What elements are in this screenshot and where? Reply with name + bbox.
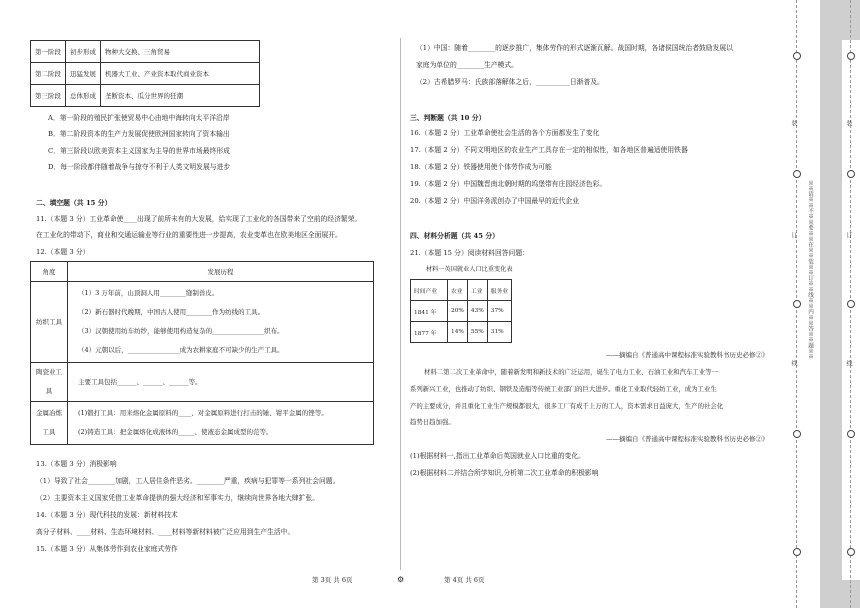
hole-circle-icon bbox=[793, 300, 801, 308]
dev-line: （3）汉朝使用纺车纺纱，能够使用构造复杂的________________织布。 bbox=[78, 327, 284, 335]
center-gear-icon: ⚙ bbox=[397, 575, 405, 584]
source-1: ——摘编自《普通高中课程标准实验教科书历史必修②》 bbox=[606, 351, 769, 359]
pop-cell: 14% bbox=[448, 322, 468, 343]
section-2-title: 二、填空题（共 15 分） bbox=[36, 199, 112, 207]
judge-q20: 20.（本题 2 分）中国洋务派创办了中国最早的近代企业 bbox=[410, 197, 579, 205]
population-table bbox=[410, 279, 512, 343]
dev-content bbox=[68, 363, 374, 402]
stage-cell: 第二阶段 bbox=[31, 63, 66, 85]
dev-line: 主要工具包括______、______、______等。 bbox=[78, 377, 202, 386]
pop-cell: 37% bbox=[487, 301, 511, 322]
dev-line: （2）新石器时代晚期，中国古人使用________作为纺线的工具。 bbox=[78, 308, 265, 316]
dev-head-history: 发展历程 bbox=[68, 262, 374, 282]
q13-item1: （1）导致了社会________加剧，工人居住条件恶劣。________严重，疾病与犯罪等一系列社会问题。 bbox=[36, 477, 340, 485]
q14-title: 14.（本题 3 分）现代科技的发展：新材料技术 bbox=[36, 511, 178, 519]
pop-cell: 43% bbox=[467, 301, 487, 322]
dev-row bbox=[31, 282, 374, 363]
page-footer-right: 第 4页 共 6页 bbox=[444, 576, 485, 584]
outer-label-3: 线 bbox=[845, 360, 852, 366]
dev-row bbox=[31, 402, 374, 445]
hole-circle-icon bbox=[793, 548, 801, 556]
stage-row bbox=[31, 85, 260, 107]
pop-head-row bbox=[411, 280, 512, 301]
option-a: A．第一阶段的殖民扩张使贸易中心由地中海转向太平洋沿岸 bbox=[48, 114, 230, 122]
judge-q18: 18.（本题 2 分）铁器使用使个体劳作成为可能 bbox=[410, 163, 552, 171]
left-page bbox=[30, 0, 390, 608]
stage-cell: 机器大工业、产业资本取代商业资本 bbox=[101, 63, 260, 85]
development-table bbox=[30, 261, 374, 445]
q13-title: 13.（本题 3 分）消极影响 bbox=[36, 460, 117, 468]
binding-notice: ※※请※※不※※要※※在※※装※※订※※线※※内※※答※※题※※ bbox=[807, 180, 813, 360]
q15-item1-line1: （1）中国：随着________的逐步推广，集体劳作的形式逐渐瓦解。战国时期，各诸侯国统治者鼓励发展以 bbox=[416, 44, 733, 52]
inner-label-3: 线 bbox=[790, 360, 797, 366]
stage-row bbox=[31, 41, 260, 63]
q12-title: 12.（本题 3 分） bbox=[36, 248, 90, 256]
stage-table bbox=[30, 40, 260, 107]
material-2-line3: 产的主要成分，并且重化工业生产规模都很大，很多工厂有成千上万的工人，资本需求日益庞大，生产的社会化 bbox=[410, 402, 724, 410]
dev-content bbox=[68, 282, 374, 363]
hole-circle-icon bbox=[847, 430, 855, 438]
source-2: ——摘编自《普通高中课程标准实验教科书历史必修②》 bbox=[606, 435, 769, 443]
inner-label-2: 订 bbox=[790, 232, 797, 238]
hole-circle-icon bbox=[847, 548, 855, 556]
q15-title: 15.（本题 3 分）从集体劳作到农业家庭式劳作 bbox=[36, 545, 178, 553]
hole-circle-icon bbox=[793, 170, 801, 178]
hole-circle-icon bbox=[793, 52, 801, 60]
material-2-line2: 系列新兴工业，也推动了纺织、钢铁及造船等传统工业部门的巨大进步。重化工业取代轻纺工业，成为工业生 bbox=[410, 385, 717, 393]
dev-category: 纺织工具 bbox=[31, 282, 68, 363]
q11-line1: 11.（本题 3 分）工业革命使____出现了前所未有的大发展，给实现了工业化的各国带来了空前的经济繁荣。 bbox=[36, 215, 362, 223]
right-page bbox=[410, 0, 780, 608]
ask-2: (2)根据材料二并结合所学知识,分析第二次工业革命的积极影响 bbox=[410, 469, 599, 477]
q21-title: 21.（本题 15 分）阅读材料回答问题： bbox=[410, 249, 529, 257]
dev-category: 陶瓷业工具 bbox=[31, 363, 68, 402]
dev-head-angle: 角度 bbox=[31, 262, 68, 282]
pop-cell: 20% bbox=[448, 301, 468, 322]
stage-cell: 初步形成 bbox=[66, 41, 101, 63]
dev-line: (1)锻打工具：用来熔化金属原料的____、对金属原料进行打击的锤、钳平金属的锉等。 bbox=[78, 409, 328, 417]
inner-label-1: 装 bbox=[790, 120, 797, 126]
stage-cell: 迅猛发展 bbox=[66, 63, 101, 85]
stage-cell: 总体形成 bbox=[66, 85, 101, 107]
q13-item2: （2）主要资本主义国家凭借工业革命提供的强大经济和军事实力，继续向世界各地大肆扩张。 bbox=[36, 494, 319, 502]
judge-q16: 16.（本题 2 分）工业革命使社会生活的各个方面都发生了变化 bbox=[410, 129, 600, 137]
pop-cell: 55% bbox=[467, 322, 487, 343]
pop-row bbox=[411, 322, 512, 343]
stage-cell: 第一阶段 bbox=[31, 41, 66, 63]
outer-label-2: 订 bbox=[845, 232, 852, 238]
option-b: B．第二阶段资本的生产力发展促使欧洲国家转向了资本输出 bbox=[48, 130, 230, 138]
hole-circle-icon bbox=[793, 430, 801, 438]
judge-q19: 19.（本题 2 分）中国魏晋南北朝时期的坞堡带有庄园经济色彩。 bbox=[410, 180, 607, 188]
material-2-line4: 趋势日趋加强。 bbox=[410, 418, 455, 426]
pop-cell: 服务业 bbox=[487, 280, 511, 301]
section-3-title: 三、判断题（共 10 分） bbox=[410, 114, 486, 122]
stage-cell: 垄断资本、瓜分世界的狂潮 bbox=[101, 85, 260, 107]
judge-q17: 17.（本题 2 分）不同文明地区的农业生产工具存在一定的相似性，如各地区普遍适使用铁器 bbox=[410, 146, 688, 154]
pop-row bbox=[411, 301, 512, 322]
hole-circle-icon bbox=[847, 300, 855, 308]
dev-content bbox=[68, 402, 374, 445]
dev-category: 金属冶炼工具 bbox=[31, 402, 68, 445]
option-c: C．第三阶段以欧美资本主义国家为主导的世界市场最终形成 bbox=[48, 147, 230, 155]
q15-item1-line2: 家庭为单位的________生产模式。 bbox=[416, 61, 518, 69]
pop-cell: 1877 年 bbox=[411, 322, 448, 343]
pop-cell: 农业 bbox=[448, 280, 468, 301]
dev-line: （4）元朝以后，________________成为农耕家庭不可缺少的生产工具。 bbox=[78, 346, 284, 354]
dev-line: (2)铸造工具：把金属熔化成液体的_____、使液态金属成型的范等。 bbox=[78, 428, 273, 436]
pop-cell: 工业 bbox=[467, 280, 487, 301]
pop-cell: 时间产业 bbox=[411, 280, 448, 301]
stage-cell: 物种大交换、三角贸易 bbox=[101, 41, 260, 63]
dev-row bbox=[31, 363, 374, 402]
stage-row bbox=[31, 63, 260, 85]
section-4-title: 四、材料分析题（共 45 分） bbox=[410, 232, 499, 240]
outer-label-1: 装 bbox=[845, 120, 852, 126]
page-footer-left: 第 3页 共 6页 bbox=[312, 576, 353, 584]
ask-1: (1)根据材料一,指出工业革命后英国就业人口比重的变化。 bbox=[410, 452, 585, 460]
material-2-line1: 材料二第二次工业革命中，随着新发明和新技术的广泛运用，诞生了电力工业、石油工业和汽车工业等一 bbox=[424, 368, 718, 376]
hole-circle-icon bbox=[847, 170, 855, 178]
option-d: D．每一阶段都伴随着战争与掠夺不利于人类文明发展与进步 bbox=[48, 163, 231, 171]
material-1-title: 材料一英国就业人口比重变化表 bbox=[426, 266, 513, 273]
pop-cell: 31% bbox=[487, 322, 511, 343]
page-divider bbox=[400, 38, 401, 570]
q11-line2: 在工业化的带动下，商业和交通运输业等行业的重要性进一步提高，农业变革也在欧美地区全面展开。 bbox=[36, 231, 342, 239]
dev-line: （1）3 万年前，山顶洞人用________缝制兽皮。 bbox=[78, 289, 219, 297]
q14-body: 高分子材料、____材料、生态环境材料、____材料等新材料被广泛应用到生产生活中。 bbox=[36, 528, 295, 536]
pop-cell: 1841 年 bbox=[411, 301, 448, 322]
stage-cell: 第三阶段 bbox=[31, 85, 66, 107]
hole-circle-icon bbox=[847, 52, 855, 60]
q15-item2: （2）古希腊罗马：氏族部落解体之后，__________日渐普及。 bbox=[416, 78, 604, 86]
